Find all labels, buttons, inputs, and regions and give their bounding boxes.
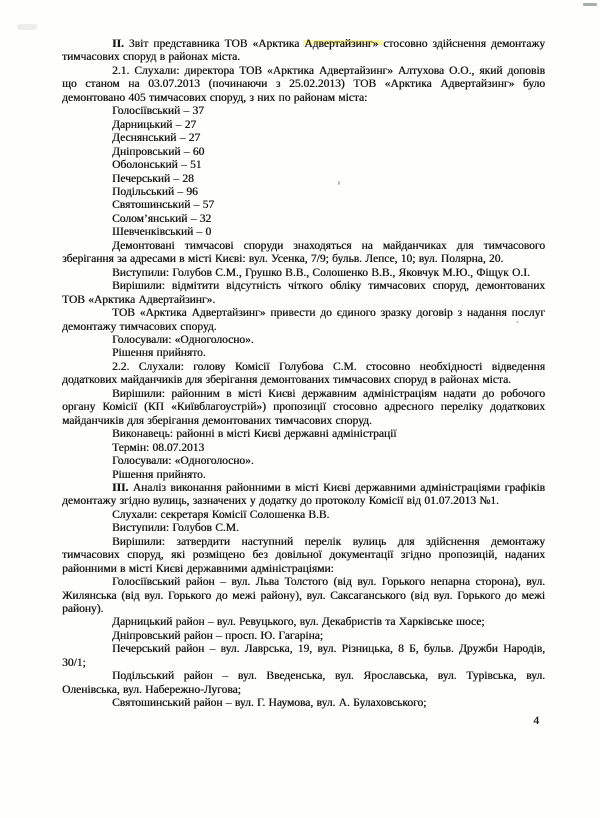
section-ii-title: Звіт представника ТОВ «Арктика Адвертайзинг» стосовно здійснення демонтажу тимчасових споруд в районах міста. xyxy=(62,38,545,64)
item-2-1-storage: Демонтовані тимчасові споруди знаходяться на майданчиках для тимчасового зберігання за адресами в місті Києві: вул. Усенка, 7/9; бульв. Лепсе, 10; вул. Полярна, 20. xyxy=(62,239,545,266)
district-count-line: Шевченківський – 0 xyxy=(112,226,212,239)
district-count-line: Подільський – 96 xyxy=(112,185,198,198)
item-2-2-decision: Вирішили: районним в місті Києві державним адміністраціям надати до робочого органу Комісії (КП «Київблагоустрій») пропозиції стосовно адресного переліку додаткових майданчиків для зберігання демонтованих тимчасових споруд. xyxy=(62,387,545,427)
section-ii-heading xyxy=(62,38,545,65)
street-list-item: Святошинський район – вул. Г. Наумова, вул. А. Булаховського; xyxy=(112,697,427,710)
section-ii-marker: II. xyxy=(112,38,124,50)
district-count-line: Печерський – 28 xyxy=(112,172,194,185)
item-2-2-vote: Голосували: «Одноголосно». xyxy=(112,455,254,468)
document-body xyxy=(62,38,545,728)
item-2-1-vote: Голосували: «Одноголосно». xyxy=(112,333,254,346)
district-count-line: Голосіївський – 37 xyxy=(112,105,204,118)
section-iii-heading xyxy=(62,482,545,509)
street-list-item: Дарницький район – вул. Ревуцького, вул. Декабристів та Харківське шосе; xyxy=(112,616,485,629)
street-list-item: Печерський район – вул. Лаврська, 19, вул. Різницька, 8 Б, бульв. Дружби Народів, 30/1; xyxy=(62,643,545,669)
district-count-line: Дніпровський – 60 xyxy=(112,145,205,158)
item-2-2-term: Термін: 08.07.2013 xyxy=(112,441,205,454)
section-iii-marker: III. xyxy=(112,481,129,494)
section-iii-title: Аналіз виконання районними в місті Києві державними адміністраціями графіків демонтажу згідно вулиць, зазначених у додатку до протоколу Комісії від 01.07.2013 №1. xyxy=(62,481,545,508)
item-2-2-resolution: Рішення прийнято. xyxy=(112,468,206,481)
section-iii-decision: Вирішили: затвердити наступний перелік вулиць для здійснення демонтажу тимчасових споруд, які розміщено без довільної документації згідно пропозицій, наданих районними в місті Києві державними адміністраціями: xyxy=(62,535,545,575)
item-2-1-decision-2: ТОВ «Арктика Адвертайзинг» привести до єдиного зразку договір з надання послуг демонтажу тимчасових споруд. xyxy=(62,307,545,333)
page-number: 4 xyxy=(533,714,539,727)
street-list-item: Подільський район – вул. Введенська, вул. Ярославська, вул. Турівська, вул. Оленівська, вул. Набережно-Лугова; xyxy=(62,670,545,696)
street-list-item: Дніпровський район – просп. Ю. Гагаріна; xyxy=(112,629,323,642)
item-2-1-intro: 2.1. Слухали: директора ТОВ «Арктика Адвертайзинг» Алтухова О.О., який доповів що станом на 03.07.2013 (починаючи з 25.02.2013) ТОВ «Арктика Адвертайзинг» було демонтовано 405 тимчасових споруд, з них по районам міста: xyxy=(62,64,545,104)
scan-smudge-artifact xyxy=(17,24,37,30)
item-2-1-resolution: Рішення прийнято. xyxy=(112,347,206,360)
district-count-line: Солом’янський – 32 xyxy=(112,212,212,225)
item-2-1-decision-1: Вирішили: відмітити відсутність чіткого обліку тимчасових споруд, демонтованих ТОВ «Арктика Адвертайзинг». xyxy=(62,280,545,306)
scan-dash-artifact xyxy=(583,3,597,6)
item-2-2-executor: Виконавець: районні в місті Києві державні адміністрації xyxy=(112,428,397,441)
street-list-item: Голосіївський район – вул. Льва Толстого (від вул. Горького непарна сторона), вул. Жилянська (від вул. Горького до межі району), вул. Саксаганського (від вул. Горького до межі району). xyxy=(62,576,545,616)
district-count-line: Святошинський – 57 xyxy=(112,199,215,212)
district-count-line: Дарницький – 27 xyxy=(112,118,197,131)
item-2-2-intro: 2.2. Слухали: голову Комісії Голубова С.М. стосовно необхідності відведення додаткових майданчиків для зберігання демонтованих тимчасових споруд в районах міста. xyxy=(62,360,545,387)
district-count-line: Деснянський – 27 xyxy=(112,132,201,145)
section-iii-spoke: Виступили: Голубов С.М. xyxy=(112,522,239,535)
district-count-line: Оболонський – 51 xyxy=(112,159,202,172)
item-2-1-speakers: Виступили: Голубов С.М., Грушко В.В., Солошенко В.В., Яковчук М.Ю., Фіщук О.І. xyxy=(112,266,530,279)
section-iii-heard: Слухали: секретаря Комісії Солошенка В.В. xyxy=(112,508,330,521)
